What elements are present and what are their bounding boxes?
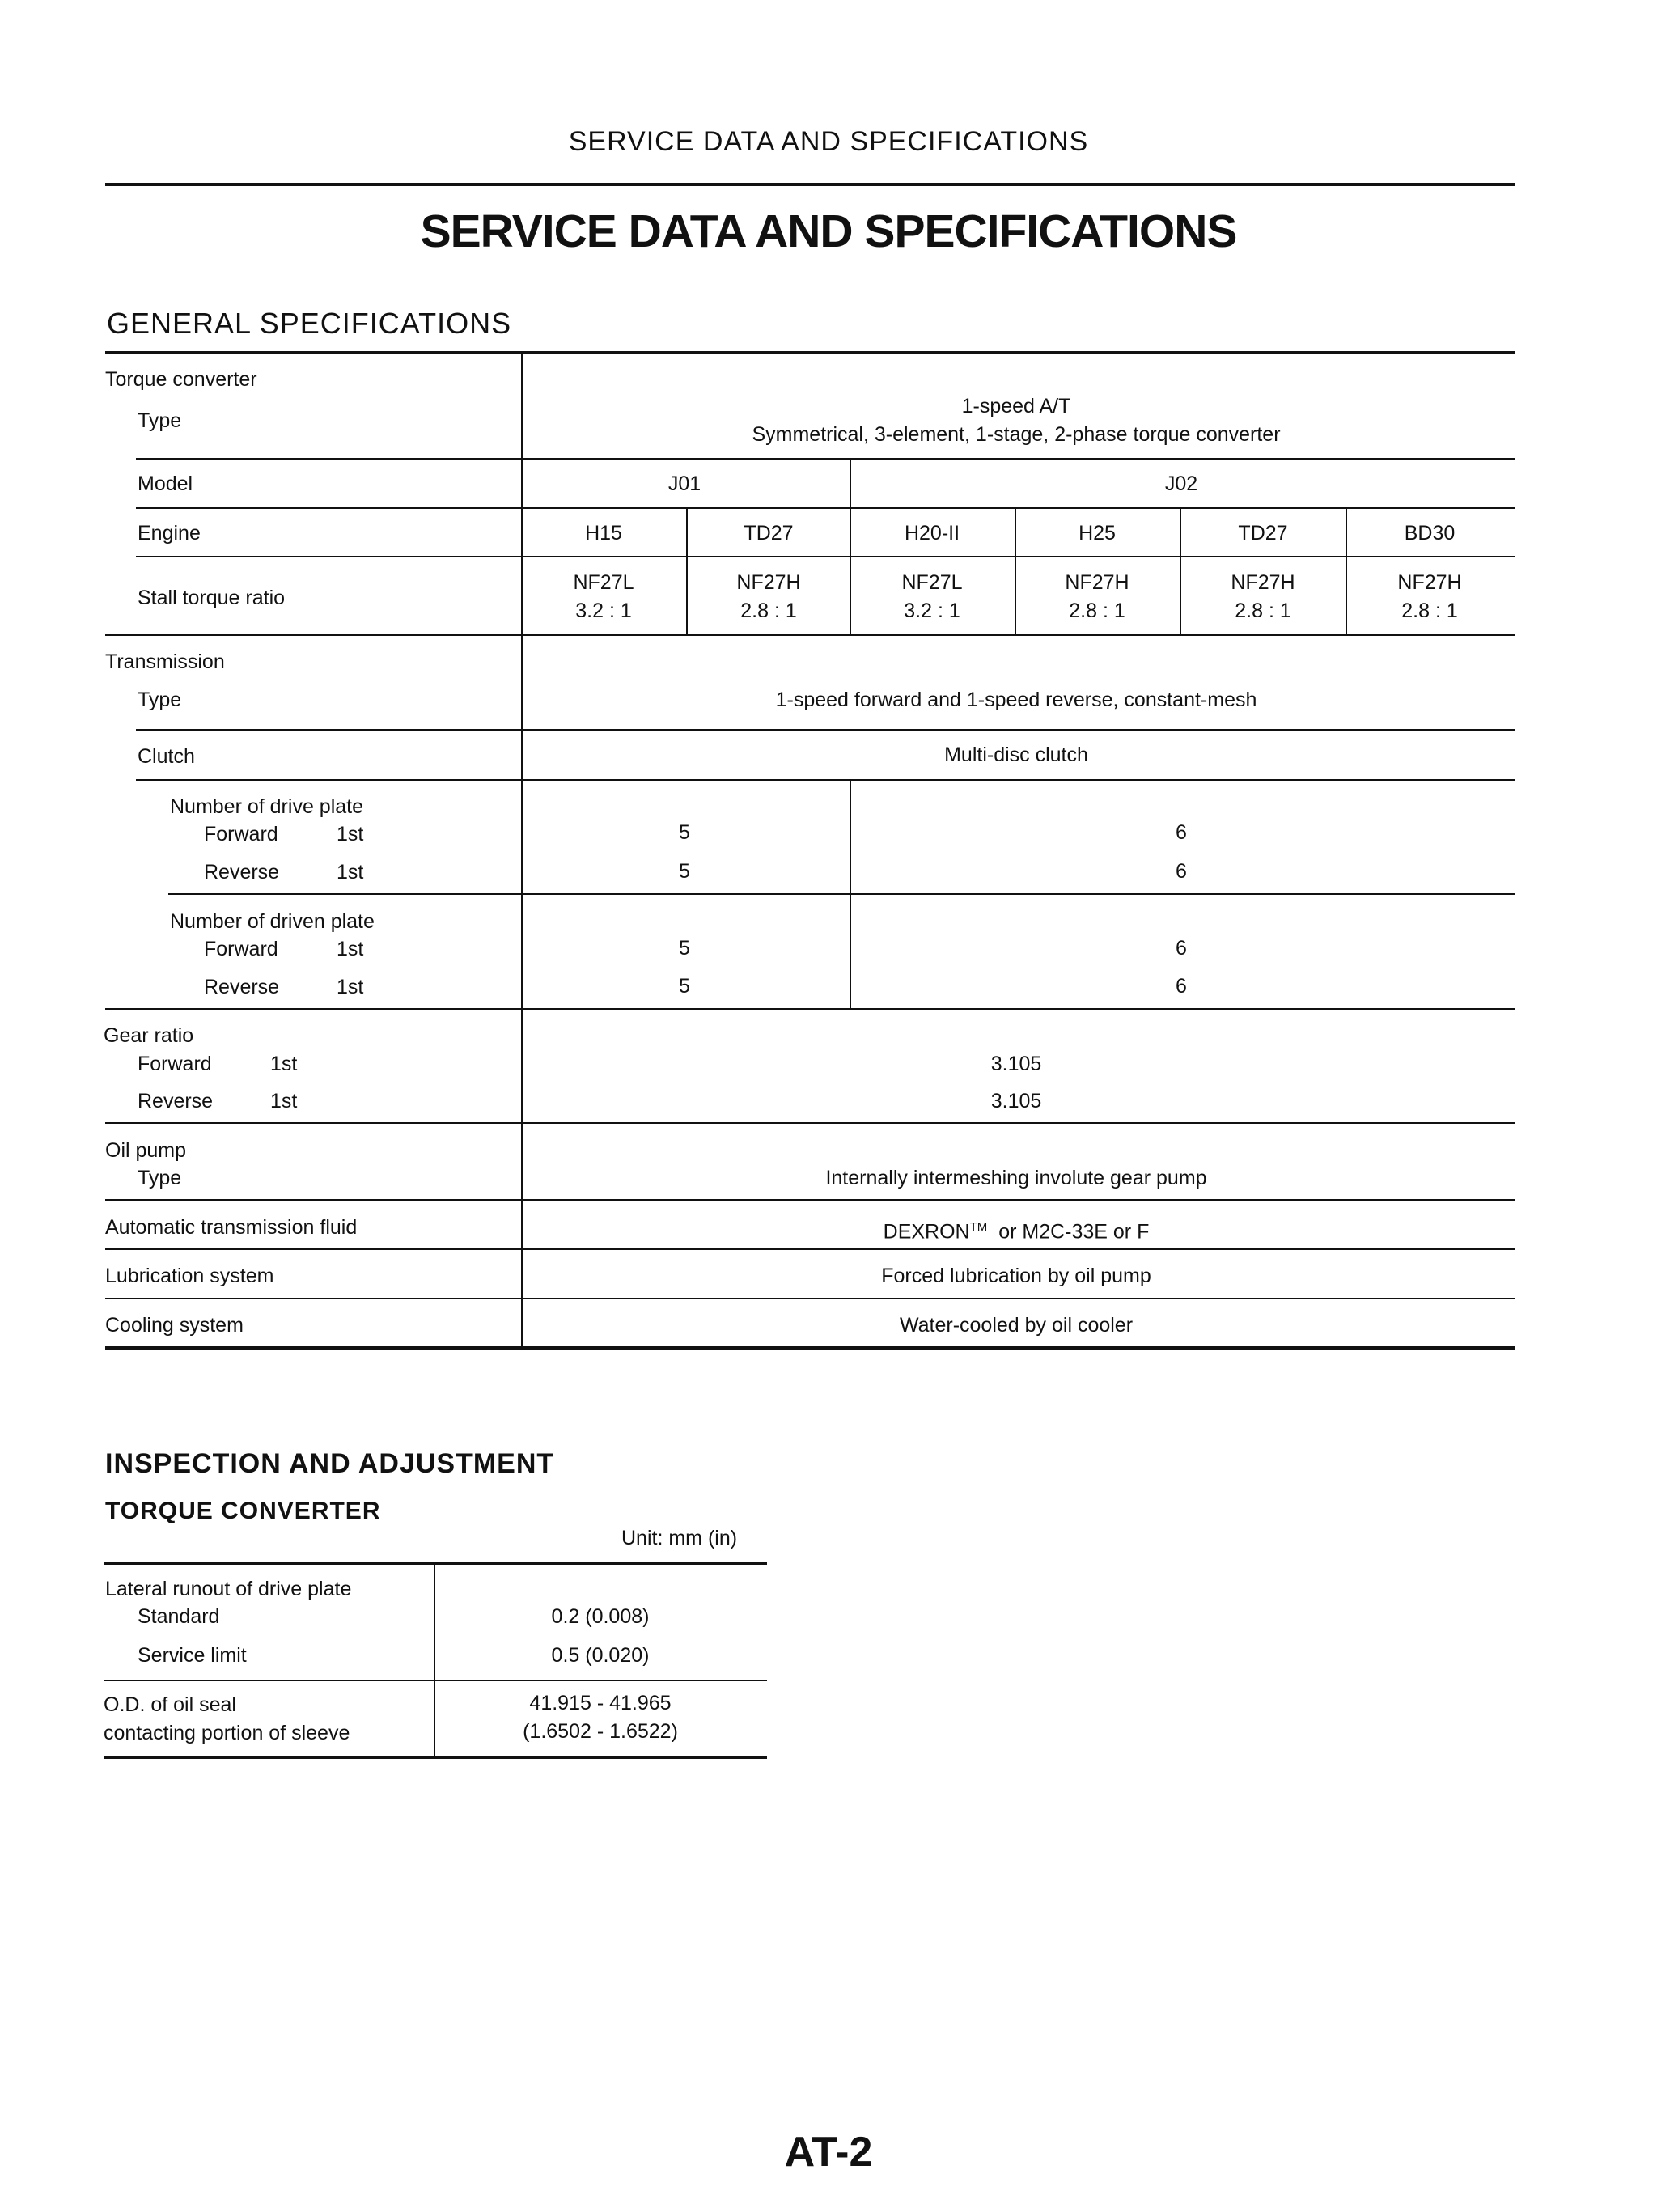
- model-j01: J01: [667, 472, 701, 495]
- transmission-type-value: 1-speed forward and 1-speed reverse, constant-mesh: [775, 689, 1257, 711]
- clutch-value: Multi-disc clutch: [944, 744, 1088, 766]
- tc-type-value-1: 1-speed A/T: [961, 395, 1071, 417]
- table-rule: [105, 1199, 1515, 1201]
- transmission-type-label: Type: [138, 689, 182, 711]
- driven-plate-forward-speed: 1st: [337, 938, 364, 960]
- engine-value: H15: [585, 522, 622, 545]
- drive-plate-reverse-label: Reverse: [204, 861, 280, 884]
- atf-value-a: DEXRON: [883, 1220, 970, 1244]
- stall-converter: NF27H: [736, 571, 801, 594]
- stall-ratio: 2.8 : 1: [740, 600, 797, 622]
- section-heading-general: GENERAL SPECIFICATIONS: [107, 307, 512, 340]
- trademark-mark: TM: [969, 1220, 988, 1234]
- stall-ratio: 2.8 : 1: [1401, 600, 1458, 622]
- runout-limit-label: Service limit: [138, 1644, 247, 1667]
- drive-plate-label: Number of drive plate: [170, 795, 364, 818]
- transmission-label: Transmission: [105, 650, 225, 673]
- unit-note: Unit: mm (in): [621, 1527, 738, 1549]
- lubrication-label: Lubrication system: [105, 1265, 274, 1287]
- runout-standard-value: 0.2 (0.008): [551, 1605, 650, 1628]
- stall-torque-label: Stall torque ratio: [138, 587, 286, 609]
- driven-plate-reverse-speed: 1st: [337, 976, 364, 998]
- driven-plate-reverse-label: Reverse: [204, 976, 280, 998]
- table-bottom-rule: [104, 1756, 767, 1759]
- table-rule: [136, 507, 1515, 509]
- page-number: AT-2: [784, 2129, 873, 2176]
- drive-plate-forward-label: Forward: [204, 823, 278, 845]
- atf-value: [884, 1215, 1150, 1244]
- engine-divider: [1180, 507, 1181, 634]
- stall-ratio: 2.8 : 1: [1069, 600, 1125, 622]
- stall-converter: NF27L: [573, 571, 634, 594]
- table-rule: [105, 1122, 1515, 1124]
- stall-ratio: 3.2 : 1: [904, 600, 960, 622]
- engine-value: H25: [1079, 522, 1116, 545]
- seal-value-1: 41.915 - 41.965: [529, 1692, 672, 1714]
- tc-type-label: Type: [138, 409, 182, 432]
- gear-ratio-reverse-speed: 1st: [270, 1090, 298, 1112]
- oil-pump-type-value: Internally intermeshing involute gear pump: [825, 1167, 1207, 1189]
- engine-value: TD27: [1238, 522, 1288, 545]
- stall-ratio: 2.8 : 1: [1235, 600, 1291, 622]
- label-column-divider: [521, 353, 523, 1348]
- page-title: SERVICE DATA AND SPECIFICATIONS: [420, 206, 1237, 257]
- table-top-rule: [104, 1562, 767, 1565]
- header-rule: [105, 183, 1515, 186]
- drive-plate-forward-j02: 6: [1176, 821, 1187, 844]
- drive-plate-reverse-j02: 6: [1176, 860, 1187, 883]
- stall-ratio: 3.2 : 1: [575, 600, 632, 622]
- gear-ratio-reverse-label: Reverse: [138, 1090, 214, 1112]
- driven-plate-forward-j01: 5: [679, 937, 690, 960]
- engine-divider: [686, 507, 688, 634]
- table-rule: [104, 1680, 767, 1681]
- atf-value-b: or M2C-33E or F: [998, 1220, 1150, 1244]
- oil-pump-type-label: Type: [138, 1167, 182, 1189]
- table-rule: [136, 729, 1515, 731]
- table-rule: [136, 779, 1515, 781]
- torque-converter-label: Torque converter: [105, 368, 257, 391]
- table-rule: [168, 893, 1515, 895]
- model-divider: [850, 458, 851, 634]
- seal-label-1: O.D. of oil seal: [104, 1693, 236, 1716]
- engine-divider: [1015, 507, 1016, 634]
- section-heading-inspection: INSPECTION AND ADJUSTMENT: [105, 1448, 555, 1479]
- engine-value: TD27: [744, 522, 794, 545]
- driven-plate-forward-j02: 6: [1176, 937, 1187, 960]
- runout-standard-label: Standard: [138, 1605, 220, 1628]
- engine-label: Engine: [138, 522, 201, 545]
- gear-ratio-reverse-value: 3.105: [990, 1090, 1042, 1112]
- drive-plate-reverse-j01: 5: [679, 860, 690, 883]
- lubrication-value: Forced lubrication by oil pump: [881, 1265, 1151, 1287]
- driven-plate-reverse-j02: 6: [1176, 975, 1187, 998]
- stall-converter: NF27L: [901, 571, 963, 594]
- table-rule: [136, 458, 1515, 460]
- engine-value: H20-II: [904, 522, 960, 545]
- stall-converter: NF27H: [1231, 571, 1295, 594]
- runout-limit-value: 0.5 (0.020): [551, 1644, 650, 1667]
- running-header: SERVICE DATA AND SPECIFICATIONS: [568, 126, 1089, 157]
- gear-ratio-forward-value: 3.105: [990, 1053, 1042, 1075]
- tc-type-value-2: Symmetrical, 3-element, 1-stage, 2-phase torque converter: [752, 423, 1281, 446]
- table-rule: [105, 1248, 1515, 1250]
- driven-plate-forward-label: Forward: [204, 938, 278, 960]
- seal-value-2: (1.6502 - 1.6522): [523, 1720, 678, 1743]
- gear-ratio-forward-speed: 1st: [270, 1053, 298, 1075]
- cooling-label: Cooling system: [105, 1314, 244, 1337]
- model-j02: J02: [1164, 472, 1198, 495]
- model-label: Model: [138, 472, 193, 495]
- table-rule: [105, 634, 1515, 636]
- cooling-value: Water-cooled by oil cooler: [899, 1314, 1134, 1337]
- oil-pump-label: Oil pump: [105, 1139, 187, 1162]
- drive-plate-forward-j01: 5: [679, 821, 690, 844]
- drive-plate-forward-speed: 1st: [337, 823, 364, 845]
- runout-label: Lateral runout of drive plate: [105, 1578, 352, 1600]
- table-rule: [136, 556, 1515, 557]
- stall-converter: NF27H: [1397, 571, 1462, 594]
- table-top-rule: [105, 351, 1515, 354]
- driven-plate-label: Number of driven plate: [170, 910, 375, 933]
- table-rule: [105, 1008, 1515, 1010]
- plate-divider: [850, 779, 851, 1008]
- subheading-torque-converter: TORQUE CONVERTER: [105, 1498, 381, 1524]
- gear-ratio-forward-label: Forward: [138, 1053, 212, 1075]
- stall-converter: NF27H: [1065, 571, 1129, 594]
- atf-label: Automatic transmission fluid: [105, 1216, 358, 1239]
- driven-plate-reverse-j01: 5: [679, 975, 690, 998]
- table-rule: [105, 1298, 1515, 1299]
- label-column-divider: [434, 1563, 435, 1757]
- clutch-label: Clutch: [138, 745, 195, 768]
- drive-plate-reverse-speed: 1st: [337, 861, 364, 884]
- engine-value: BD30: [1404, 522, 1456, 545]
- table-bottom-rule: [105, 1346, 1515, 1350]
- engine-divider: [1346, 507, 1347, 634]
- seal-label-2: contacting portion of sleeve: [104, 1722, 350, 1744]
- gear-ratio-label: Gear ratio: [104, 1024, 194, 1047]
